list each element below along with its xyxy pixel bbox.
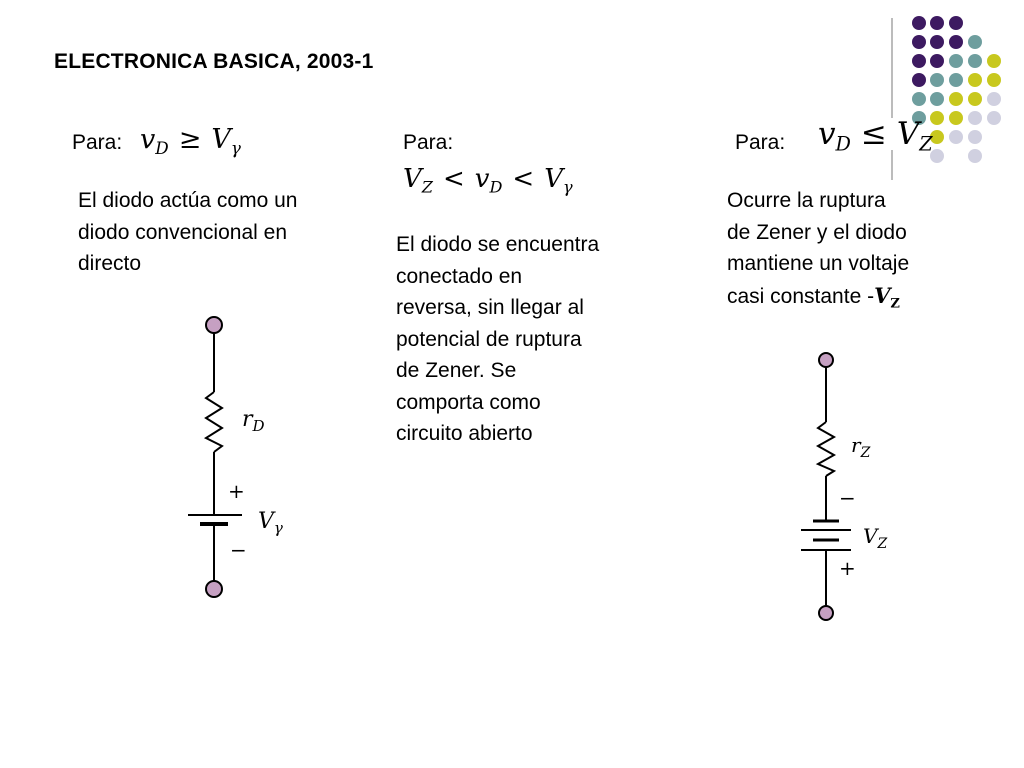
decor-dot xyxy=(968,92,982,106)
decor-dot xyxy=(968,149,982,163)
resistor-label-rd: $r_D$ xyxy=(242,407,265,435)
decor-dot xyxy=(912,35,926,49)
decor-dot xyxy=(968,111,982,125)
decor-dot xyxy=(987,54,1001,68)
decor-dot xyxy=(949,35,963,49)
decor-dot xyxy=(930,73,944,87)
minus-sign: − xyxy=(839,486,856,510)
decor-dot xyxy=(987,111,1001,125)
col1-circuit-diagram xyxy=(180,300,320,610)
decor-dot xyxy=(912,16,926,30)
decor-dot xyxy=(968,54,982,68)
terminal-top xyxy=(819,353,833,367)
col3-para-label: Para: xyxy=(735,131,786,154)
decor-dot xyxy=(930,16,944,30)
decor-dot xyxy=(968,35,982,49)
minus-sign: − xyxy=(230,538,247,562)
col1-para-label: Para: xyxy=(72,131,123,154)
terminal-bottom xyxy=(819,606,833,620)
decor-dot xyxy=(949,130,963,144)
decor-dot xyxy=(930,35,944,49)
decor-dot xyxy=(968,130,982,144)
col3-circuit-diagram xyxy=(795,340,935,630)
col3-condition: $v_D \le V_Z$ xyxy=(818,116,933,156)
decor-dot xyxy=(949,54,963,68)
source-label-vgamma: $V_\gamma$ xyxy=(258,509,283,537)
col1-condition: $v_D \ge V_\gamma$ xyxy=(140,124,241,158)
plus-sign: + xyxy=(228,479,245,503)
decor-dot xyxy=(949,73,963,87)
vz-inline: $V_Z$ xyxy=(874,282,900,312)
source-label-vz: $V_Z$ xyxy=(863,524,888,552)
decor-dot xyxy=(930,92,944,106)
col3-description: Ocurre la ruptura de Zener y el diodo mantiene un voltaje casi constante $-V_Z$ xyxy=(727,189,910,312)
col2-para-label: Para: xyxy=(403,131,454,154)
resistor-rz xyxy=(818,422,834,476)
col1-description: El diodo actúa como un diodo convencional en directo xyxy=(78,189,298,275)
decor-dot xyxy=(930,54,944,68)
terminal-top xyxy=(206,317,222,333)
decor-dot xyxy=(912,54,926,68)
decor-dot xyxy=(968,73,982,87)
col2-condition: $V_Z < v_D < V_\gamma$ xyxy=(403,164,573,197)
col2-description: El diodo se encuentra conectado en reversa, sin llegar al potencial de ruptura de Zener. Se comporta como circuito abierto xyxy=(396,233,600,445)
slide-title: ELECTRONICA BASICA, 2003-1 xyxy=(54,50,374,73)
decor-dot xyxy=(912,73,926,87)
decor-dot xyxy=(912,92,926,106)
decor-dot xyxy=(949,16,963,30)
decor-dot xyxy=(949,111,963,125)
resistor-rd xyxy=(206,392,222,452)
plus-sign: + xyxy=(839,556,856,580)
decor-dot xyxy=(949,92,963,106)
resistor-label-rz: $r_Z$ xyxy=(851,433,871,461)
decor-dot xyxy=(987,92,1001,106)
terminal-bottom xyxy=(206,581,222,597)
decor-dot xyxy=(987,73,1001,87)
